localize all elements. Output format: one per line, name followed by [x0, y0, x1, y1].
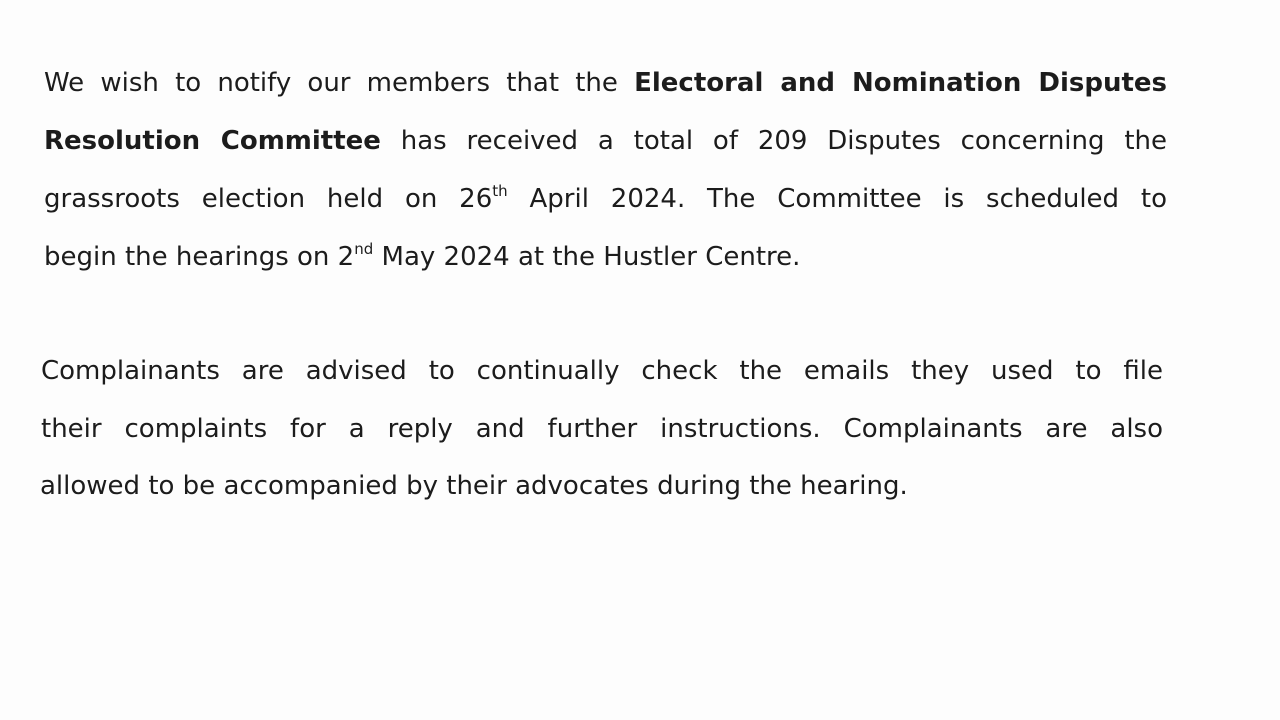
paragraph-2-line-1	[41, 354, 1163, 388]
paragraph-2-line-2	[41, 412, 1163, 446]
ordinal-suffix: th	[492, 182, 508, 200]
paragraph-2-line-3	[40, 469, 1162, 503]
text: grassroots election held on 26	[44, 184, 493, 214]
text: Complainants are advised to continually check the emails they used to file	[41, 356, 1163, 386]
text: allowed to be accompanied by their advocates during the hearing.	[40, 471, 908, 501]
paragraph-1-line-3	[44, 182, 1167, 219]
paragraph-1-line-1	[44, 66, 1167, 100]
text: We wish to notify our members that the	[44, 68, 635, 98]
text: their complaints for a reply and further instructions. Complainants are also	[41, 414, 1163, 444]
committee-name-bold: Electoral and Nomination Disputes	[634, 68, 1167, 98]
text: begin the hearings on 2	[44, 242, 355, 272]
committee-name-bold: Resolution Committee	[44, 126, 381, 156]
paragraph-1-line-2	[44, 124, 1167, 158]
ordinal-suffix: nd	[354, 240, 374, 258]
text: has received a total of 209 Disputes concerning the	[380, 126, 1168, 156]
text: April 2024. The Committee is scheduled to	[507, 184, 1168, 214]
paragraph-1-line-4	[44, 240, 1167, 277]
text: May 2024 at the Hustler Centre.	[373, 242, 801, 272]
